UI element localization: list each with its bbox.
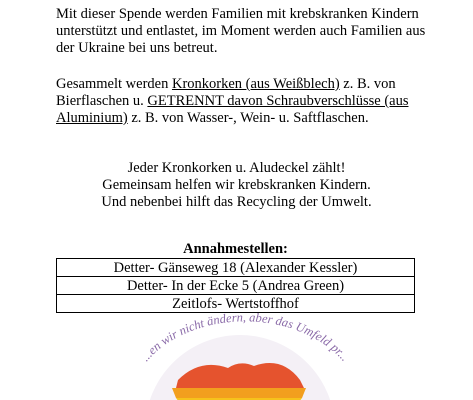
- motto-block: [0, 160, 473, 211]
- motto-line-1: Jeder Kronkorken u. Aludeckel zählt!: [127, 160, 346, 176]
- crown-caps-underlined: Kronkorken (aus Weißblech): [171, 76, 340, 92]
- motto-line-2: Gemeinsam helfen wir krebskranken Kindern.: [102, 177, 371, 193]
- logo-stripe-orange: [172, 388, 306, 398]
- table-row: [57, 277, 415, 295]
- charity-logo: [0, 310, 473, 400]
- collection-points-table: [56, 240, 415, 313]
- station-3: Zeitlofs- Wertstoffhof: [57, 295, 415, 313]
- collection-text-2: z. B. von Bierflaschen u.: [56, 76, 396, 109]
- screw-caps-underlined: GETRENNT davon Schraubverschlüsse (aus Aluminium): [56, 93, 409, 126]
- motto-line-3: Und nebenbei hilft das Recycling der Umwelt.: [101, 194, 372, 210]
- collection-paragraph: [56, 76, 436, 127]
- table-row: [57, 259, 415, 277]
- collection-text-3: z. B. von Wasser-, Wein- u. Saftflaschen.: [127, 110, 369, 126]
- collection-points-heading: Annahmestellen:: [57, 240, 415, 259]
- station-2: Detter- In der Ecke 5 (Andrea Green): [57, 277, 415, 295]
- logo-arc-textpath: ...en wir nicht ändern, aber das Umfeld pr...: [138, 310, 352, 364]
- collection-text-1: Gesammelt werden: [56, 76, 172, 92]
- intro-paragraph: Mit dieser Spende werden Familien mit krebskranken Kindern unterstützt und entlastet, im Moment werden auch Familien aus der Ukraine bei uns betreut.: [56, 6, 426, 56]
- table-header-row: [57, 240, 415, 259]
- station-1: Detter- Gänseweg 18 (Alexander Kessler): [57, 259, 415, 277]
